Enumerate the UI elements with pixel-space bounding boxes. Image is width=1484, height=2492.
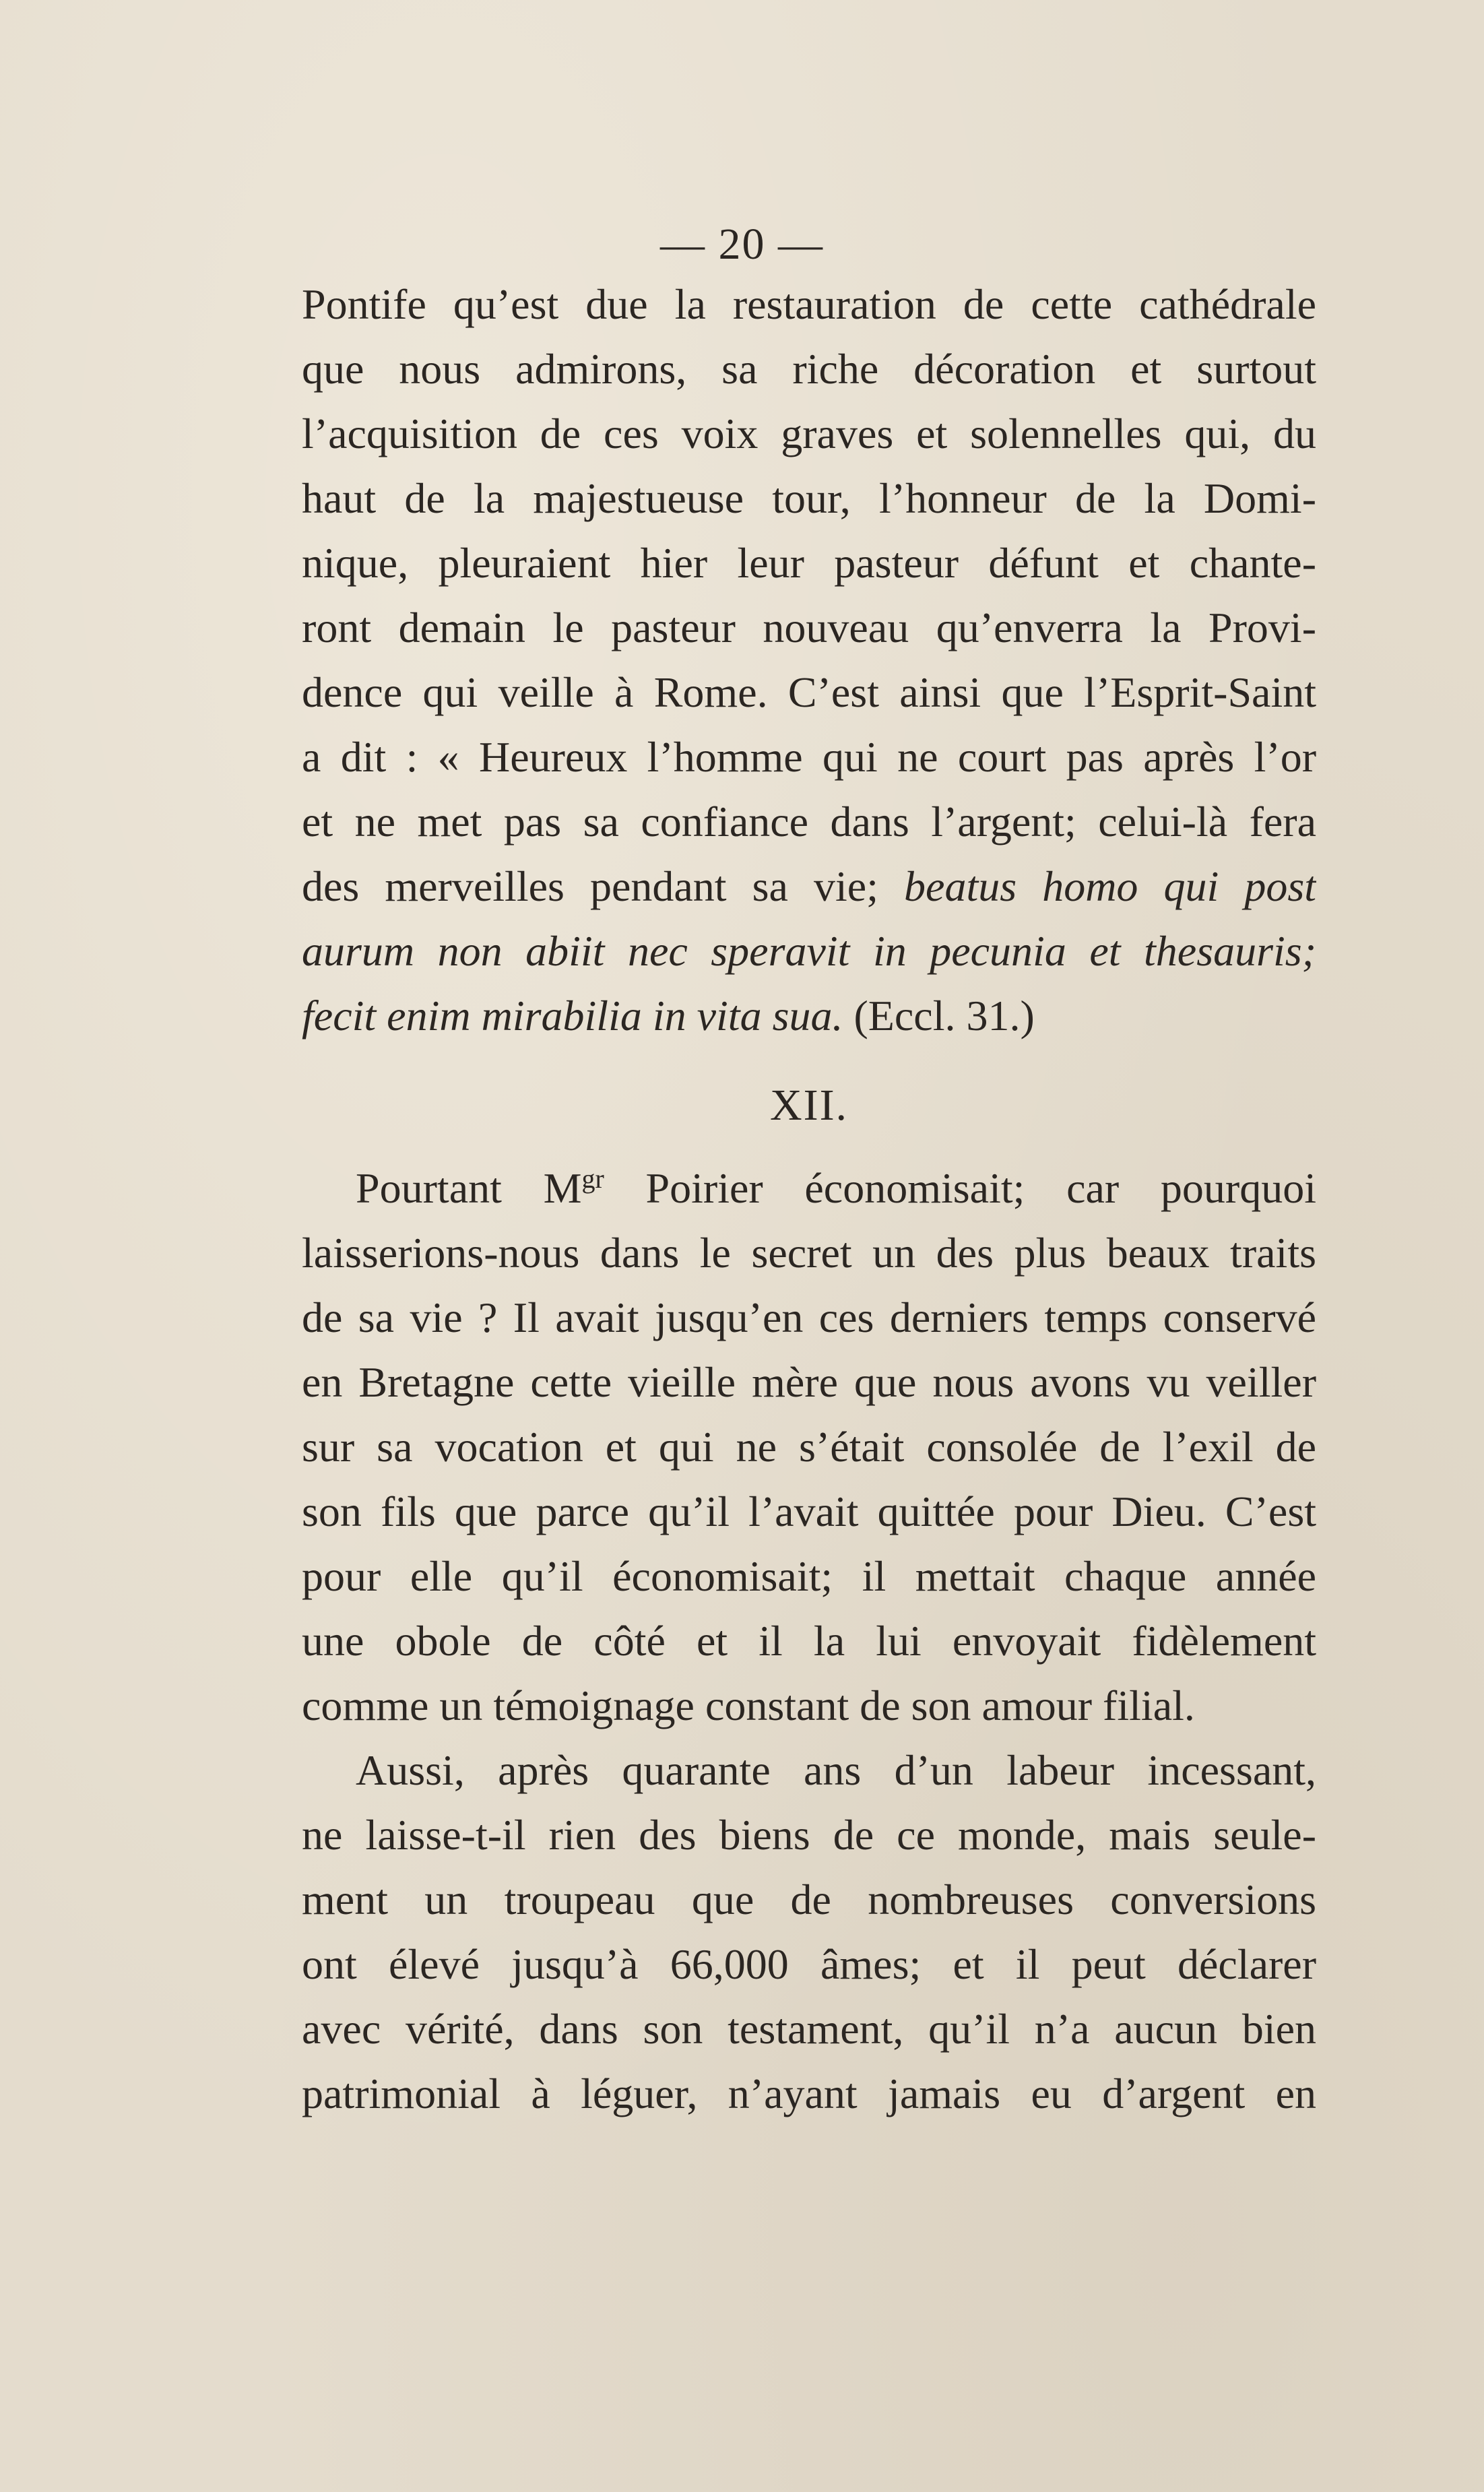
text-line: ront demain le pasteur nouveau qu’enverra la Provi-: [302, 604, 1316, 651]
text-line: et ne met pas sa confiance dans l’argent; celui-là fera: [302, 798, 1316, 845]
text-line: dence qui veille à Rome. C’est ainsi que l’Esprit-Saint: [302, 668, 1316, 716]
text-line: [302, 984, 1316, 1048]
latin-quote: fecit enim mirabilia in vita sua.: [302, 992, 843, 1040]
text-roman: des merveilles pendant sa vie;: [302, 862, 905, 910]
text-line: comme un témoignage constant de son amour filial.: [302, 1682, 1195, 1729]
text-line: ment un troupeau que de nombreuses conversions: [302, 1876, 1316, 1923]
text-line: [302, 1156, 1316, 1221]
section-heading: XII.: [769, 1081, 849, 1130]
text-line: ne laisse-t-il rien des biens de ce monde, mais seule-: [302, 1811, 1316, 1859]
text-line: l’acquisition de ces voix graves et solennelles qui, du: [302, 410, 1316, 457]
text-line: ont élevé jusqu’à 66,000 âmes; et il peut déclarer: [302, 1940, 1316, 1988]
text-line: avec vérité, dans son testament, qu’il n’a aucun bien: [302, 2005, 1316, 2053]
text-roman: Poirier économisait; car pourquoi: [604, 1164, 1316, 1212]
text-line: Pontife qu’est due la restauration de cette cathédrale: [302, 280, 1316, 328]
text-line: une obole de côté et il la lui envoyait fidèlement: [302, 1617, 1316, 1665]
latin-quote: beatus homo qui post: [904, 862, 1316, 910]
page-number: — 20 —: [660, 220, 824, 269]
superscript: gr: [581, 1163, 604, 1194]
text-line: que nous admirons, sa riche décoration et surtout: [302, 345, 1316, 393]
text-line: de sa vie ? Il avait jusqu’en ces derniers temps conservé: [302, 1293, 1316, 1341]
text-line: nique, pleuraient hier leur pasteur défunt et chante-: [302, 539, 1316, 587]
text-line: patrimonial à léguer, n’ayant jamais eu d’argent en: [302, 2070, 1316, 2117]
citation: (Eccl. 31.): [843, 992, 1035, 1040]
text-roman: Pourtant M: [356, 1164, 582, 1212]
text-line: sur sa vocation et qui ne s’était consolée de l’exil de: [302, 1423, 1316, 1471]
text-line: [302, 854, 1316, 919]
text-line: laisserions-nous dans le secret un des plus beaux traits: [302, 1229, 1316, 1277]
text-line: son fils que parce qu’il l’avait quittée pour Dieu. C’est: [302, 1488, 1316, 1535]
text-line: a dit : « Heureux l’homme qui ne court pas après l’or: [302, 733, 1316, 781]
text-line: en Bretagne cette vieille mère que nous avons vu veiller: [302, 1358, 1316, 1406]
text-line: pour elle qu’il économisait; il mettait chaque année: [302, 1552, 1316, 1600]
body-text: [302, 272, 1316, 2126]
text-line: Aussi, après quarante ans d’un labeur incessant,: [356, 1746, 1316, 1794]
text-line: haut de la majestueuse tour, l’honneur de la Domi-: [302, 474, 1316, 522]
latin-quote-line: aurum non abiit nec speravit in pecunia et thesauris;: [302, 927, 1316, 975]
